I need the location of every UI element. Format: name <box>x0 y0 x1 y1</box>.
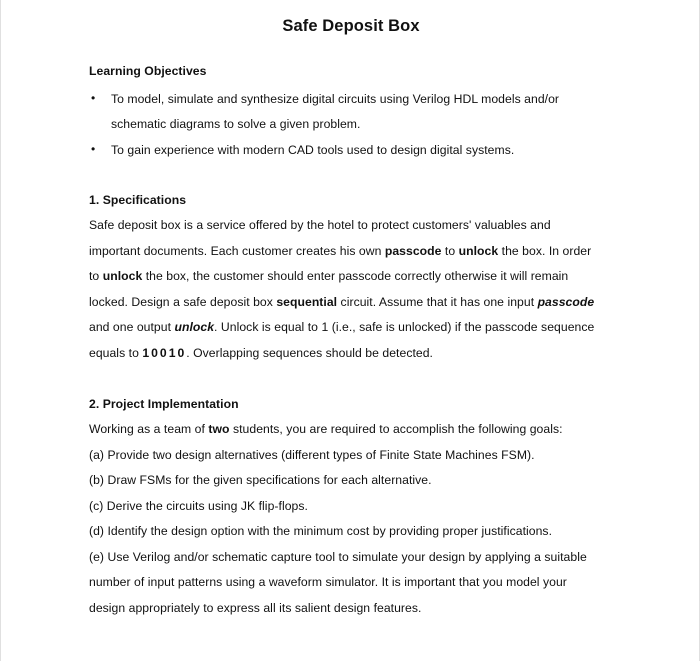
specifications-line-2: important documents. Each customer creates his own passcode to unlock the box. In order <box>89 244 592 258</box>
specifications-line-6: equals to 10010. Overlapping sequences should be detected. <box>89 346 433 360</box>
goal-d: (d) Identify the design option with the minimum cost by providing proper justifications. <box>89 524 553 538</box>
goal-c: (c) Derive the circuits using JK flip-flops. <box>89 499 308 513</box>
goal-b: (b) Draw FSMs for the given specifications for each alternative. <box>89 473 432 487</box>
objective-2-line-1: To gain experience with modern CAD tools used to design digital systems. <box>111 143 515 157</box>
implementation-heading: 2. Project Implementation <box>89 397 239 411</box>
specifications-line-1: Safe deposit box is a service offered by the hotel to protect customers' valuables and <box>89 218 551 232</box>
learning-objectives-heading: Learning Objectives <box>89 64 207 78</box>
goal-e-line-1: (e) Use Verilog and/or schematic capture tool to simulate your design by applying a suitable <box>89 550 587 564</box>
specifications-line-5: and one output unlock. Unlock is equal to 1 (i.e., safe is unlocked) if the passcode sequence <box>89 320 595 334</box>
specifications-line-3: to unlock the box, the customer should enter passcode correctly otherwise it will remain <box>89 269 569 283</box>
goal-e-line-2: number of input patterns using a waveform simulator. It is important that you model your <box>89 575 567 589</box>
specifications-line-4: locked. Design a safe deposit box sequential circuit. Assume that it has one input passcode <box>89 295 595 309</box>
goal-a: (a) Provide two design alternatives (different types of Finite State Machines FSM). <box>89 448 535 462</box>
implementation-intro: Working as a team of two students, you are required to accomplish the following goals: <box>89 422 563 436</box>
objective-1-line-1: To model, simulate and synthesize digital circuits using Verilog HDL models and/or <box>111 92 560 106</box>
passcode-sequence: 10010 <box>142 346 187 360</box>
goal-e-line-3: design appropriately to express all its salient design features. <box>89 601 422 615</box>
bullet-icon: • <box>91 142 96 156</box>
page-title: Safe Deposit Box <box>282 17 420 35</box>
specifications-heading: 1. Specifications <box>89 193 187 207</box>
objective-1-line-2: schematic diagrams to solve a given problem. <box>111 117 361 131</box>
bullet-icon: • <box>91 91 96 105</box>
